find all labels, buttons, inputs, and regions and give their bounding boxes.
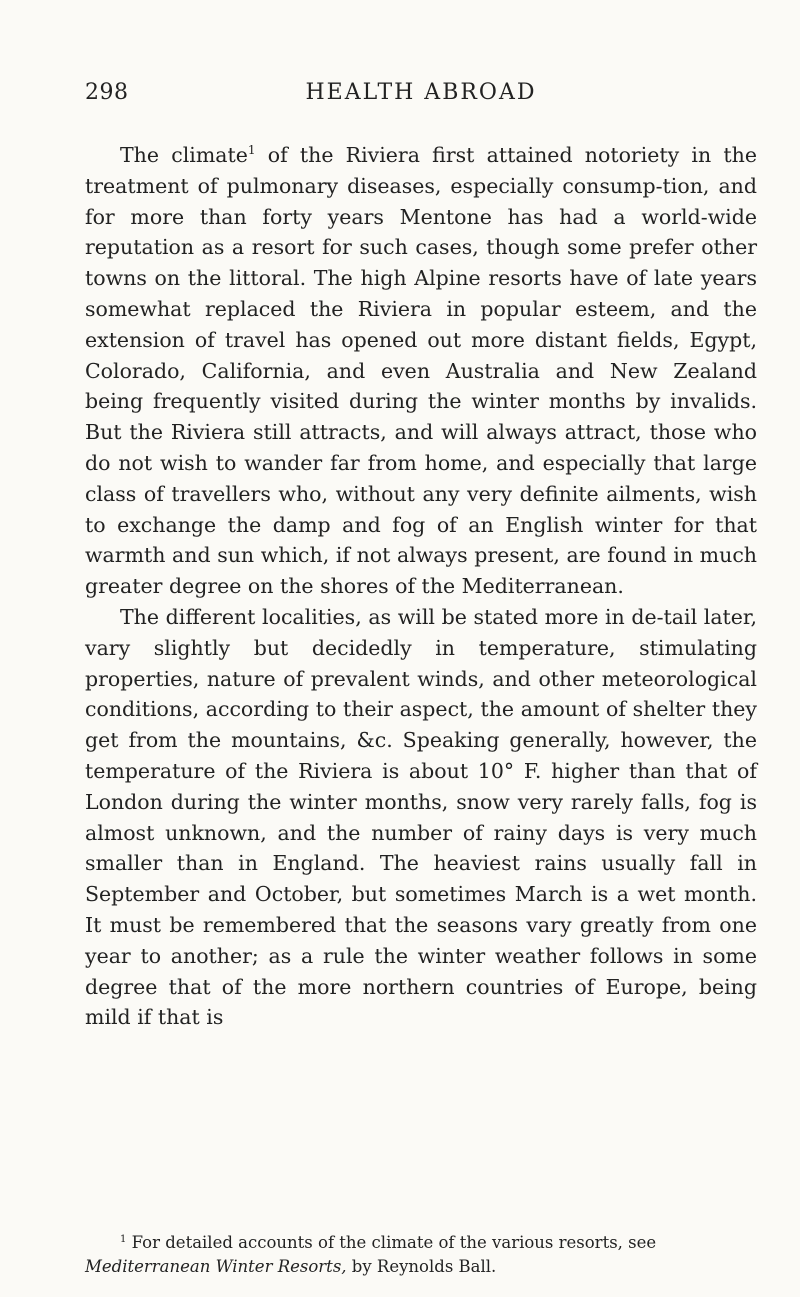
footnote-book-title: Mediterranean Winter Resorts, xyxy=(85,1257,347,1276)
footnote xyxy=(85,1231,757,1279)
footnote-mark: 1 xyxy=(120,1234,127,1245)
footnote-text: For detailed accounts of the climate of the various resorts, see xyxy=(131,1233,657,1252)
footnote-reference: 1 xyxy=(247,143,256,157)
page-number: 298 xyxy=(85,80,129,105)
paragraph-1-rest: of the Riviera first attained notoriety in the treatment of pulmonary diseases, especially consump-tion, and for more than forty years Mentone has had a world-wide reputation as a resort for such cases, though some prefer other towns on the littoral. The high Alpine resorts have of late years somewhat replaced the Riviera in popular esteem, and the extension of travel has opened out more distant fields, Egypt, Colorado, California, and even Australia and New Zealand being frequently visited during the winter months by invalids. But the Riviera still attracts, and will always attract, those who do not wish to wander far from home, and especially that large class of travellers who, without any very definite ailments, wish to exchange the damp and fog of an English winter for that warmth and sun which, if not always present, are found in much greater degree on the shores of the Mediterranean. xyxy=(85,143,757,599)
footnote-author: by Reynolds Ball. xyxy=(351,1257,497,1276)
paragraph-1 xyxy=(85,140,757,602)
paragraph-1-start: The climate xyxy=(120,143,248,167)
page-header xyxy=(85,80,757,116)
running-head: HEALTH ABROAD xyxy=(305,80,537,105)
body-text xyxy=(85,140,757,1033)
paragraph-2: The different localities, as will be stated more in de-tail later, vary slightly but decidedly in temperature, stimulating properties, nature of prevalent winds, and other meteorological conditions, according to their aspect, the amount of shelter they get from the mountains, &c. Speaking generally, however, the temperature of the Riviera is about 10° F. higher than that of London during the winter months, snow very rarely falls, fog is almost unknown, and the number of rainy days is very much smaller than in England. The heaviest rains usually fall in September and October, but sometimes March is a wet month. It must be remembered that the seasons vary greatly from one year to another; as a rule the winter weather follows in some degree that of the more northern countries of Europe, being mild if that is xyxy=(85,604,757,1030)
